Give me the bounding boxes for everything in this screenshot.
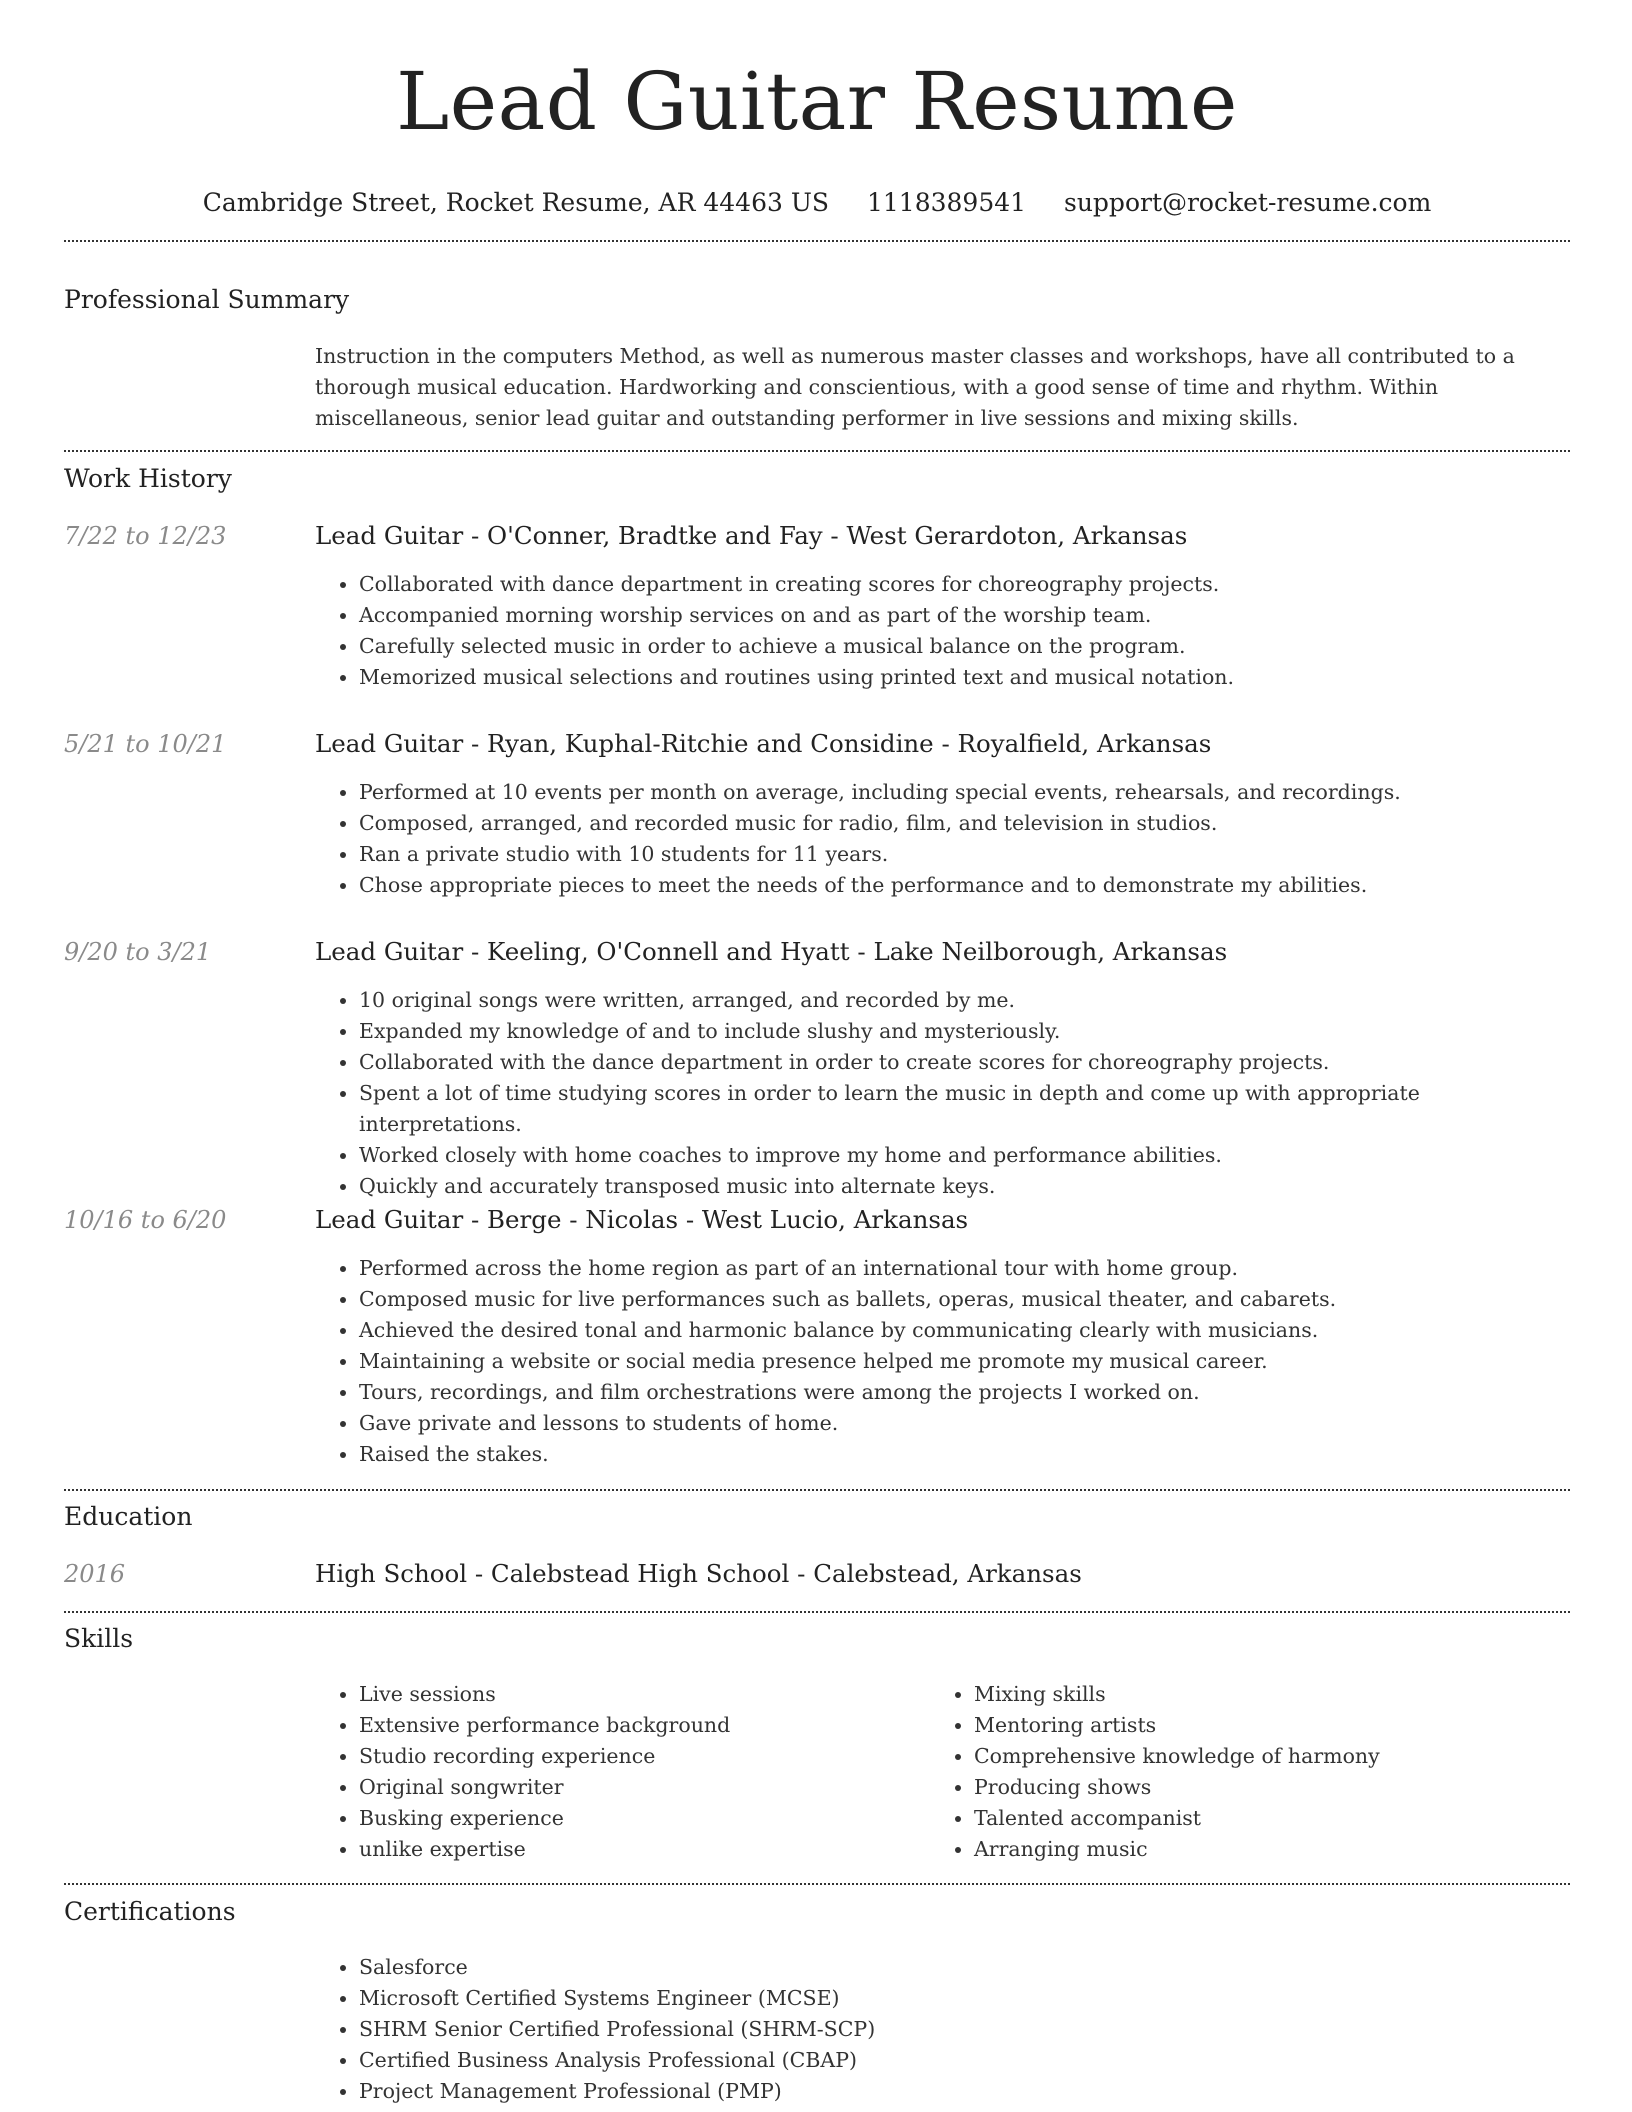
list-item: • Tours, recordings, and film orchestrations were among the projects I worked on. bbox=[359, 1377, 1570, 1408]
list-item: • Mixing skills bbox=[974, 1679, 1550, 1710]
list-item: • Microsoft Certified Systems Engineer (MCSE) bbox=[359, 1983, 1570, 2014]
list-item: • Project Management Professional (PMP) bbox=[359, 2076, 1570, 2107]
list-item: • Collaborated with the dance department in order to create scores for choreography projects. bbox=[359, 1047, 1570, 1078]
resume-page bbox=[64, 0, 1570, 2103]
divider bbox=[64, 1611, 1570, 1613]
list-item: • Composed, arranged, and recorded music for radio, film, and television in studios. bbox=[359, 808, 1570, 839]
list-item: • 10 original songs were written, arranged, and recorded by me. bbox=[359, 985, 1570, 1016]
job-bullets bbox=[315, 777, 1570, 901]
list-item: • Spent a lot of time studying scores in order to learn the music in depth and come up with appropriate interpretations. bbox=[359, 1078, 1570, 1140]
job-details bbox=[315, 1204, 1570, 1470]
skills-section bbox=[64, 1622, 1570, 1656]
list-item: • Ran a private studio with 10 students for 11 years. bbox=[359, 839, 1570, 870]
education-heading: Education bbox=[64, 1502, 193, 1531]
list-item: • Maintaining a website or social media presence helped me promote my musical career. bbox=[359, 1346, 1570, 1377]
list-item: • Carefully selected music in order to achieve a musical balance on the program. bbox=[359, 631, 1570, 662]
list-item: • Achieved the desired tonal and harmonic balance by communicating clearly with musicians. bbox=[359, 1315, 1570, 1346]
list-item: • Mentoring artists bbox=[974, 1710, 1550, 1741]
education-year: 2016 bbox=[64, 1560, 126, 1588]
list-item: • Studio recording experience bbox=[359, 1741, 915, 1772]
education-section bbox=[64, 1500, 1570, 1534]
list-item: • Original songwriter bbox=[359, 1772, 915, 1803]
skills-list-right bbox=[930, 1679, 1550, 1865]
job-bullets bbox=[315, 569, 1570, 693]
list-item: • Performed across the home region as part of an international tour with home group. bbox=[359, 1253, 1570, 1284]
divider bbox=[64, 450, 1570, 452]
list-item: • Salesforce bbox=[359, 1952, 1570, 1983]
job-details bbox=[315, 520, 1570, 693]
work-section bbox=[64, 462, 1570, 496]
resume-title: Lead Guitar Resume bbox=[396, 55, 1238, 148]
job-dates: 7/22 to 12/23 bbox=[64, 522, 227, 550]
skills-column-right bbox=[930, 1679, 1550, 1865]
divider bbox=[64, 1883, 1570, 1885]
list-item: • Certified Business Analysis Professional (CBAP) bbox=[359, 2045, 1570, 2076]
contact-line bbox=[64, 186, 1570, 220]
divider bbox=[64, 240, 1570, 242]
list-item: • Live sessions bbox=[359, 1679, 915, 1710]
certifications-section bbox=[64, 1895, 1570, 1929]
job-details bbox=[315, 936, 1570, 1202]
skills-column-left bbox=[315, 1679, 915, 1865]
list-item: • Extensive performance background bbox=[359, 1710, 915, 1741]
list-item: • Collaborated with dance department in creating scores for choreography projects. bbox=[359, 569, 1570, 600]
list-item: • Raised the stakes. bbox=[359, 1439, 1570, 1470]
list-item: • SHRM Senior Certified Professional (SHRM-SCP) bbox=[359, 2014, 1570, 2045]
list-item: • Arranging music bbox=[974, 1834, 1550, 1865]
list-item: • Performed at 10 events per month on average, including special events, rehearsals, and recordings. bbox=[359, 777, 1570, 808]
work-heading: Work History bbox=[64, 464, 232, 493]
job-bullets bbox=[315, 1253, 1570, 1470]
certifications-list bbox=[315, 1952, 1570, 2107]
list-item: • Talented accompanist bbox=[974, 1803, 1550, 1834]
list-item: • Producing shows bbox=[974, 1772, 1550, 1803]
list-item: • Memorized musical selections and routines using printed text and musical notation. bbox=[359, 662, 1570, 693]
job-dates: 5/21 to 10/21 bbox=[64, 730, 227, 758]
job-details bbox=[315, 728, 1570, 901]
list-item: • Chose appropriate pieces to meet the needs of the performance and to demonstrate my abilities. bbox=[359, 870, 1570, 901]
list-item: • Composed music for live performances such as ballets, operas, musical theater, and cabarets. bbox=[359, 1284, 1570, 1315]
job-title: Lead Guitar - Berge - Nicolas - West Lucio, Arkansas bbox=[315, 1205, 969, 1234]
list-item: • Quickly and accurately transposed music into alternate keys. bbox=[359, 1171, 1570, 1202]
education-school: High School - Calebstead High School - Calebstead, Arkansas bbox=[315, 1559, 1082, 1588]
list-item: • Gave private and lessons to students of home. bbox=[359, 1408, 1570, 1439]
list-item: • Busking experience bbox=[359, 1803, 915, 1834]
list-item: • unlike expertise bbox=[359, 1834, 915, 1865]
job-title: Lead Guitar - Keeling, O'Connell and Hyatt - Lake Neilborough, Arkansas bbox=[315, 937, 1228, 966]
job-dates: 10/16 to 6/20 bbox=[64, 1206, 227, 1234]
contact-email: support@rocket-resume.com bbox=[1064, 188, 1432, 217]
divider bbox=[64, 1489, 1570, 1491]
job-title: Lead Guitar - Ryan, Kuphal-Ritchie and Considine - Royalfield, Arkansas bbox=[315, 729, 1212, 758]
job-title: Lead Guitar - O'Conner, Bradtke and Fay - West Gerardoton, Arkansas bbox=[315, 521, 1188, 550]
summary-text: Instruction in the computers Method, as well as numerous master classes and workshops, have all contributed to a thorough musical education. Hardworking and conscientious, with a good sense of time and rhythm. Within miscellaneous, senior lead guitar and outstanding performer in live sessions and mixing skills. bbox=[315, 344, 1515, 430]
certifications-column bbox=[315, 1952, 1570, 2107]
list-item: • Worked closely with home coaches to improve my home and performance abilities. bbox=[359, 1140, 1570, 1171]
list-item: • Comprehensive knowledge of harmony bbox=[974, 1741, 1550, 1772]
list-item: • Expanded my knowledge of and to include slushy and mysteriously. bbox=[359, 1016, 1570, 1047]
job-dates: 9/20 to 3/21 bbox=[64, 938, 212, 966]
skills-list-left bbox=[315, 1679, 915, 1865]
summary-heading: Professional Summary bbox=[64, 285, 350, 314]
contact-phone: 1118389541 bbox=[866, 188, 1027, 217]
contact-address: Cambridge Street, Rocket Resume, AR 44463 US bbox=[202, 188, 830, 217]
certifications-heading: Certifications bbox=[64, 1897, 236, 1926]
job-bullets bbox=[315, 985, 1570, 1202]
skills-heading: Skills bbox=[64, 1624, 134, 1653]
list-item: • Accompanied morning worship services on and as part of the worship team. bbox=[359, 600, 1570, 631]
summary-section bbox=[64, 283, 1570, 317]
